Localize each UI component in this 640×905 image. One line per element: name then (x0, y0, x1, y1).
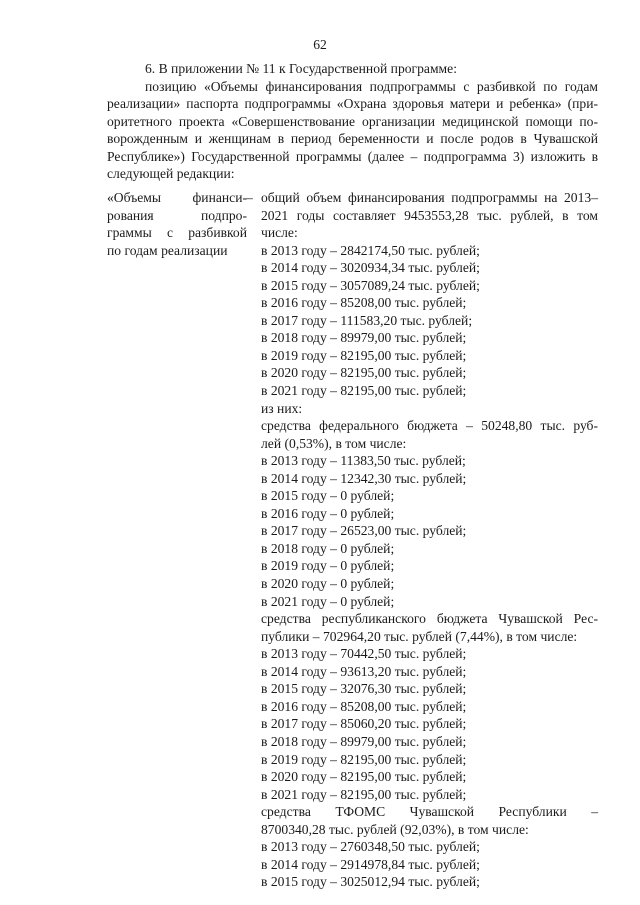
position-label (107, 189, 247, 259)
content-line: в 2014 году – 3020934,34 тыс. рублей; (261, 260, 480, 276)
content-line: в 2019 году – 82195,00 тыс. рублей; (261, 751, 467, 767)
label-line: рования подпро- (107, 207, 247, 223)
content-line: в 2018 году – 0 рублей; (261, 540, 395, 556)
content-line: в 2014 году – 2914978,84 тыс. рублей; (261, 856, 480, 872)
content-line: в 2017 году – 85060,20 тыс. рублей; (261, 716, 467, 732)
content-line: в 2015 году – 0 рублей; (261, 488, 395, 504)
content-line: в 2017 году – 111583,20 тыс. рублей; (261, 312, 473, 328)
intro-line: оритетного проекта «Совершенствование организации медицинской помощи по- (107, 113, 598, 129)
intro-line: ворожденным и женщинам в период беременности и после родов в Чувашской (107, 131, 598, 147)
content-line: в 2013 году – 70442,50 тыс. рублей; (261, 646, 467, 662)
content-line: в 2020 году – 82195,00 тыс. рублей; (261, 365, 467, 381)
content-line: в 2013 году – 11383,50 тыс. рублей; (261, 453, 466, 469)
separator-dash: – (246, 190, 253, 205)
content-line: в 2015 году – 32076,30 тыс. рублей; (261, 681, 467, 697)
content-line: из них: (261, 400, 303, 416)
content-line: 2021 годы составляет 9453553,28 тыс. рублей, в том (261, 207, 598, 223)
content-line: в 2018 году – 89979,00 тыс. рублей; (261, 733, 467, 749)
label-line: граммы с разбивкой (107, 225, 247, 241)
content-line: публики – 702964,20 тыс. рублей (7,44%), в том числе: (261, 628, 578, 644)
content-line: в 2019 году – 0 рублей; (261, 558, 395, 574)
intro-block (107, 60, 598, 183)
content-line: в 2021 году – 82195,00 тыс. рублей; (261, 786, 467, 802)
label-line: «Объемы финанси- (107, 190, 247, 205)
content-line: в 2019 году – 82195,00 тыс. рублей; (261, 347, 467, 363)
content-line: 8700340,28 тыс. рублей (92,03%), в том числе: (261, 821, 529, 837)
content-line: в 2020 году – 82195,00 тыс. рублей; (261, 769, 467, 785)
content-line: в 2013 году – 2760348,50 тыс. рублей; (261, 839, 480, 855)
content-line: в 2015 году – 3025012,94 тыс. рублей; (261, 874, 480, 890)
content-line: в 2016 году – 85208,00 тыс. рублей; (261, 698, 467, 714)
label-line: по годам реализации (107, 242, 228, 258)
content-line: общий объем финансирования подпрограммы на 2013– (261, 190, 598, 205)
content-line: средства республиканского бюджета Чувашской Рес- (261, 611, 598, 627)
content-line: средства ТФОМС Чувашской Республики – (261, 804, 598, 820)
content-line: в 2014 году – 93613,20 тыс. рублей; (261, 663, 467, 679)
intro-heading: 6. В приложении № 11 к Государственной программе: (145, 61, 457, 76)
intro-line: следующей редакции: (107, 166, 235, 182)
intro-line: Республике») Государственной программы (далее – подпрограмма 3) изложить в (107, 148, 598, 164)
content-line: в 2021 году – 82195,00 тыс. рублей; (261, 383, 467, 399)
content-line: в 2016 году – 0 рублей; (261, 505, 395, 521)
page-number: 62 (313, 37, 327, 52)
intro-line: реализации» паспорта подпрограммы «Охрана здоровья матери и ребенка» (при- (107, 96, 598, 112)
content-line: в 2016 году – 85208,00 тыс. рублей; (261, 295, 467, 311)
content-line: в 2014 году – 12342,30 тыс. рублей; (261, 470, 467, 486)
intro-paragraph (107, 78, 598, 183)
content-line: в 2018 году – 89979,00 тыс. рублей; (261, 330, 467, 346)
content-line: в 2020 году – 0 рублей; (261, 576, 395, 592)
content-line: числе: (261, 225, 298, 241)
content-line: в 2015 году – 3057089,24 тыс. рублей; (261, 277, 480, 293)
financing-details (261, 189, 598, 891)
intro-line: позицию «Объемы финансирования подпрограммы с разбивкой по годам (145, 78, 598, 94)
content-line: в 2017 году – 26523,00 тыс. рублей; (261, 523, 467, 539)
content-line: лей (0,53%), в том числе: (261, 435, 407, 451)
content-line: в 2013 году – 2842174,50 тыс. рублей; (261, 242, 480, 258)
content-line: средства федерального бюджета – 50248,80 тыс. руб- (261, 418, 598, 434)
content-line: в 2021 году – 0 рублей; (261, 593, 395, 609)
